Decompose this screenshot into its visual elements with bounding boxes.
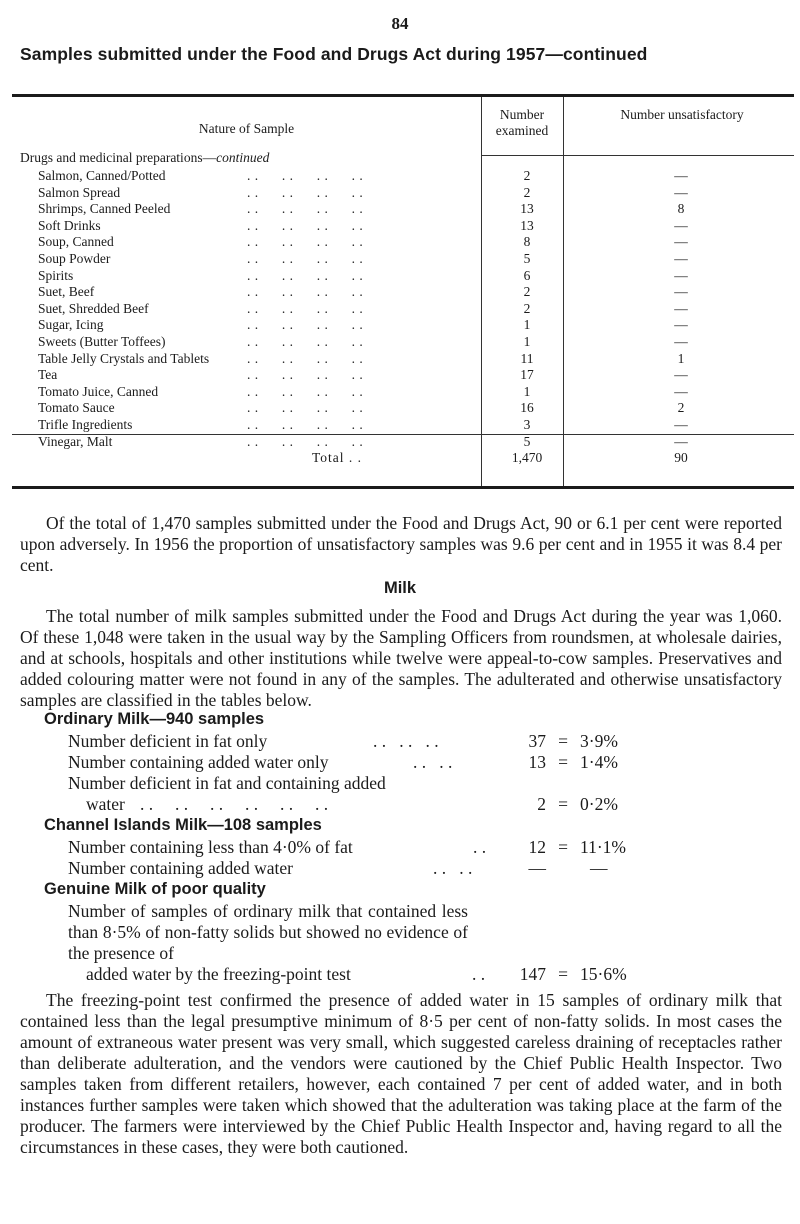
total-unsatisfactory: 90 <box>674 450 688 465</box>
examined-count: 6 <box>523 267 531 283</box>
examined-count: 3 <box>523 417 531 432</box>
unsatisfactory-count: — <box>674 334 688 349</box>
table-row: Soup Powder . . . . . . . . 5 — <box>12 250 794 268</box>
milk-intro-paragraph: The total number of milk samples submitted under the Food and Drugs Act during the year was 1,060. Of these 1,048 were taken in the usual way by the Sampling Officers from roundsmen, at wholesale dairies, and at schools, hospitals and other institutions while twelve were appeal-to-cow samples. Preservatives and added colouring matter were not found in any of the samples. The adulterated and otherwise unsatisfactory samples are classified in the tables below. <box>20 606 782 710</box>
examined-count: 2 <box>523 300 531 316</box>
unsatisfactory-count: — <box>674 184 688 200</box>
unsatisfactory-count: — <box>674 433 688 449</box>
sample-name: Spirits <box>38 267 74 283</box>
sample-name: Tomato Juice, Canned <box>38 383 159 399</box>
table-row: Sugar, Icing . . . . . . . . 1 — <box>12 316 794 334</box>
examined-count: 2 <box>523 168 531 183</box>
sample-name: Salmon, Canned/Potted <box>38 168 166 183</box>
table-row: Soup, Canned . . . . . . . . 8 — <box>12 233 794 251</box>
column-header-unsatisfactory: Number unsatisfactory <box>620 107 744 122</box>
total-examined: 1,470 <box>511 450 543 465</box>
sample-name: Soft Drinks <box>38 217 101 233</box>
examined-count: 1 <box>523 317 531 333</box>
sample-name: Tomato Sauce <box>38 400 115 416</box>
table-row: Sweets (Butter Toffees) . . . . . . . . 1 — <box>12 333 794 351</box>
table-row: Tomato Sauce . . . . . . . . 16 2 <box>12 399 794 417</box>
ordinary-milk-heading: Ordinary Milk—940 samples <box>44 710 265 728</box>
sample-name: Suet, Shredded Beef <box>38 300 149 316</box>
sample-name: Shrimps, Canned Peeled <box>38 201 171 217</box>
group-title: Drugs and medicinal preparations—continued <box>20 150 270 165</box>
table-top-rule <box>12 94 794 97</box>
table-row: Shrimps, Canned Peeled . . . . . . . . 13 8 <box>12 200 794 218</box>
unsatisfactory-count: — <box>674 267 688 283</box>
sample-name: Soup, Canned <box>38 234 114 250</box>
table-row: Salmon Spread . . . . . . . . 2 — <box>12 184 794 202</box>
unsatisfactory-count: — <box>674 300 688 316</box>
sample-name: Salmon Spread <box>38 184 121 200</box>
unsatisfactory-count: — <box>674 417 688 432</box>
examined-count: 1 <box>523 334 531 349</box>
closing-paragraph: The freezing-point test confirmed the presence of added water in 15 samples of ordinary milk that contained less than the legal presumptive minimum of 8·5 per cent of non-fatty solids. In most cases the amount of extraneous water present was very small, which suggested careless draining of receptacles rather than deliberate adulteration, and the vendors were cautioned by the Chief Public Health Inspector. Two samples taken from different retailers, however, each contained 7 per cent of added water, and in both instances further samples were taken which showed that the adulteration was taking place at the farm of the producer. The farmers were interviewed by the Chief Public Health Inspector and, having regard to all the circumstances in these cases, they were both cautioned. <box>20 990 782 1157</box>
examined-count: 2 <box>523 284 531 300</box>
examined-count: 13 <box>520 201 534 217</box>
examined-count: 5 <box>523 251 531 266</box>
channel-islands-milk-heading: Channel Islands Milk—108 samples <box>44 816 322 834</box>
table-row: Table Jelly Crystals and Tablets . . . . . . . . 11 1 <box>12 350 794 368</box>
sample-name: Sugar, Icing <box>38 317 104 333</box>
sample-name: Vinegar, Malt <box>38 433 113 449</box>
examined-count: 16 <box>520 400 534 416</box>
table-row: Soft Drinks . . . . . . . . 13 — <box>12 217 794 235</box>
table-row: Vinegar, Malt . . . . . . . . 5 — <box>12 433 794 451</box>
header-underline <box>481 155 794 156</box>
unsatisfactory-count: — <box>674 234 688 250</box>
examined-count: 2 <box>523 184 531 200</box>
page-number: 84 <box>391 14 409 33</box>
examined-count: 11 <box>520 350 534 366</box>
unsatisfactory-count: — <box>674 284 688 300</box>
examined-count: 17 <box>520 367 534 383</box>
examined-count: 13 <box>520 217 534 233</box>
total-label: Total . . <box>312 450 363 465</box>
table-row: Tomato Juice, Canned . . . . . . . . 1 — <box>12 383 794 401</box>
unsatisfactory-count: — <box>674 251 688 266</box>
unsatisfactory-count: 8 <box>677 201 685 217</box>
page-heading: Samples submitted under the Food and Drugs Act during 1957—continued <box>20 44 648 64</box>
sample-name: Suet, Beef <box>38 284 95 300</box>
table-bottom-rule <box>12 486 794 489</box>
unsatisfactory-count: — <box>674 217 688 233</box>
table-row: Suet, Shredded Beef . . . . . . . . 2 — <box>12 300 794 318</box>
sample-name: Table Jelly Crystals and Tablets <box>38 350 210 366</box>
sample-name: Sweets (Butter Toffees) <box>38 334 166 349</box>
table-row: Trifle Ingredients . . . . . . . . 3 — <box>12 416 794 434</box>
sample-name: Soup Powder <box>38 251 111 266</box>
unsatisfactory-count: — <box>674 383 688 399</box>
table-row: Tea . . . . . . . . 17 — <box>12 366 794 384</box>
unsatisfactory-count: 2 <box>677 400 685 416</box>
table-row: Spirits . . . . . . . . 6 — <box>12 267 794 285</box>
samples-table <box>12 94 794 489</box>
genuine-milk-description: Number of samples of ordinary milk that contained less than 8·5% of non-fatty solids but showed no evidence of the presence of <box>68 901 468 963</box>
unsatisfactory-count: — <box>674 168 688 183</box>
unsatisfactory-count: — <box>674 367 688 383</box>
milk-heading: Milk <box>383 579 417 597</box>
unsatisfactory-count: — <box>674 317 688 333</box>
sample-name: Trifle Ingredients <box>38 417 133 432</box>
genuine-milk-heading: Genuine Milk of poor quality <box>44 880 266 898</box>
examined-count: 8 <box>523 234 531 250</box>
summary-paragraph: Of the total of 1,470 samples submitted under the Food and Drugs Act, 90 or 6.1 per cent were reported upon adversely. In 1956 the proportion of unsatisfactory samples was 9.6 per cent and in 1955 it was 8.4 per cent. <box>20 513 782 575</box>
column-header-examined: Number examined <box>495 107 549 138</box>
table-row: Suet, Beef . . . . . . . . 2 — <box>12 283 794 301</box>
column-header-nature: Nature of Sample <box>198 121 295 136</box>
unsatisfactory-count: 1 <box>677 350 685 366</box>
examined-count: 5 <box>523 433 531 449</box>
table-row: Salmon, Canned/Potted . . . . . . . . 2 — <box>12 167 794 185</box>
sample-name: Tea <box>38 367 58 383</box>
examined-count: 1 <box>523 383 531 399</box>
